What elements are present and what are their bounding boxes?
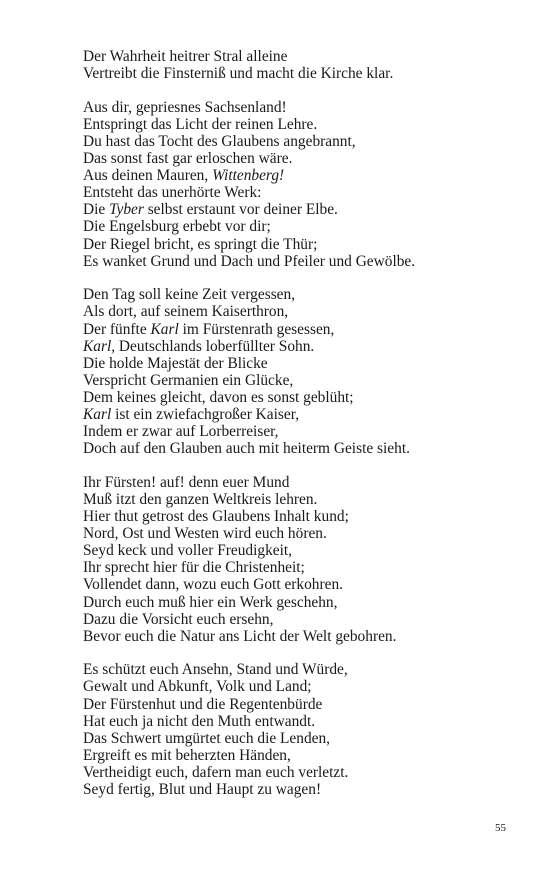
poem-line: Es wanket Grund und Dach und Pfeiler und Gewölbe. (83, 252, 416, 270)
stanza (83, 661, 523, 798)
poem-line: Der Wahrheit heitrer Stral alleine (83, 48, 288, 65)
poem-line: Gewalt und Abkunft, Volk und Land; (83, 678, 312, 696)
poem-line: Die Engelsburg erbebt vor dir; (83, 218, 271, 236)
poem-line: Indem er zwar auf Lorberreiser, (83, 423, 279, 441)
emphasized-name: Wittenberg! (212, 167, 285, 185)
poem-line: Ihr sprecht hier für die Christenheit; (83, 559, 305, 577)
emphasized-name: Karl (150, 320, 179, 338)
poem-line: Aus dir, gepriesnes Sachsenland! (83, 98, 287, 116)
poem-line: Durch euch muß hier ein Werk geschehn, (83, 593, 338, 611)
poem-line: Karl, Deutschlands loberfüllter Sohn. (83, 337, 315, 355)
poem-line: Nord, Ost und Westen wird euch hören. (83, 525, 327, 543)
poem-line: Aus deinen Mauren, Wittenberg! (83, 167, 285, 185)
poem-line: Den Tag soll keine Zeit vergessen, (83, 286, 296, 304)
poem-line: Entspringt das Licht der reinen Lehre. (83, 115, 318, 133)
poem-line: Dazu die Vorsicht euch ersehn, (83, 610, 274, 628)
poem-line: Der Riegel bricht, es springt die Thür; (83, 235, 318, 253)
poem-line: Muß itzt den ganzen Weltkreis lehren. (83, 490, 318, 508)
poem-line: Du hast das Tocht des Glaubens angebrannt, (83, 132, 356, 150)
poem-line: Vertheidigt euch, dafern man euch verletzt. (83, 763, 349, 781)
poem-line: Karl ist ein zwiefachgroßer Kaiser, (83, 405, 300, 423)
poem-line: Entsteht das unerhörte Werk: (83, 184, 262, 202)
poem-line: Doch auf den Glauben auch mit heiterm Geiste sieht. (83, 440, 410, 458)
poem-line: Seyd fertig, Blut und Haupt zu wagen! (83, 781, 322, 799)
poem-text (83, 48, 523, 815)
poem-line: Es schützt euch Ansehn, Stand und Würde, (83, 661, 348, 679)
emphasized-name: Karl, (83, 337, 116, 355)
poem-line: Die Tyber selbst erstaunt vor deiner Elbe. (83, 201, 338, 219)
poem-line: Bevor euch die Natur ans Licht der Welt gebohren. (83, 627, 397, 645)
stanza (83, 474, 523, 645)
poem-line: Hat euch ja nicht den Muth entwandt. (83, 712, 316, 730)
poem-line: Die holde Majestät der Blicke (83, 354, 268, 372)
poem-line: Dem keines gleicht, davon es sonst geblüht; (83, 388, 354, 406)
poem-line: Ergreift es mit beherzten Händen, (83, 746, 291, 764)
poem-line: Der fünfte Karl im Fürstenrath gesessen, (83, 320, 335, 338)
emphasized-name: Karl (83, 405, 112, 423)
poem-line: Der Fürstenhut und die Regentenbürde (83, 695, 323, 713)
stanza (83, 48, 523, 82)
emphasized-name: Tyber (109, 201, 144, 219)
poem-line: Das sonst fast gar erloschen wäre. (83, 150, 293, 168)
poem-line: Ihr Fürsten! auf! denn euer Mund (83, 473, 290, 491)
poem-line: Vertreibt die Finsterniß und macht die Kirche klar. (83, 65, 394, 83)
stanza (83, 99, 523, 270)
page-number: 55 (495, 822, 506, 834)
poem-line: Das Schwert umgürtet euch die Lenden, (83, 729, 331, 747)
poem-line: Als dort, auf seinem Kaiserthron, (83, 303, 289, 321)
poem-line: Vollendet dann, wozu euch Gott erkohren. (83, 576, 344, 594)
poem-line: Verspricht Germanien ein Glücke, (83, 371, 294, 389)
poem-line: Seyd keck und voller Freudigkeit, (83, 542, 293, 560)
poem-line: Hier thut getrost des Glaubens Inhalt kund; (83, 508, 349, 526)
stanza (83, 286, 523, 457)
